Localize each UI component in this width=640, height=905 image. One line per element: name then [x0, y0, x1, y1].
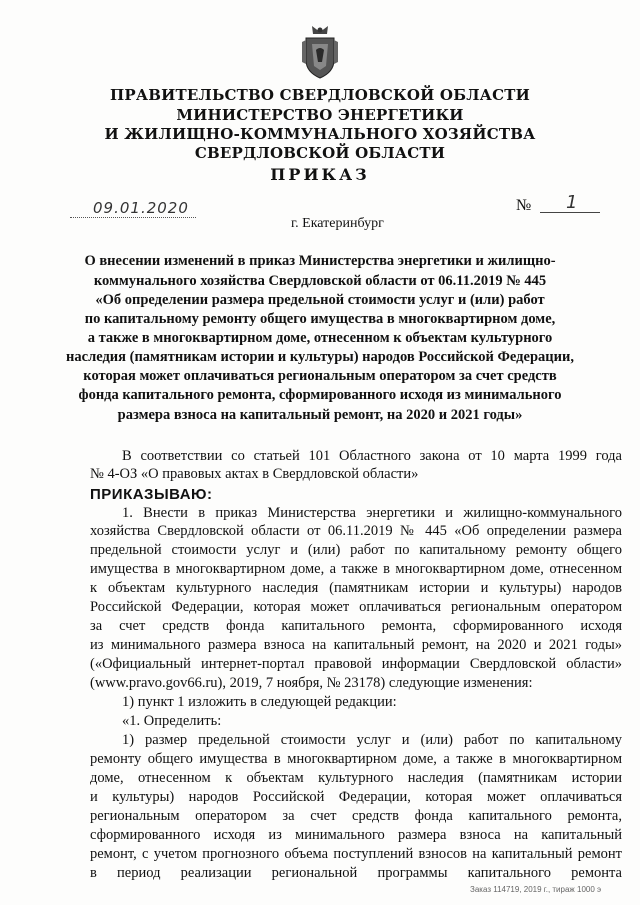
subject-line: по капитальному ремонту общего имущества в многоквартирном доме, — [84, 311, 556, 327]
number-underline — [540, 212, 600, 213]
header-line-ministry: МИНИСТЕРСТВО ЭНЕРГЕТИКИ — [176, 106, 464, 124]
header-line-housing: И ЖИЛИЩНО-КОММУНАЛЬНОГО ХОЗЯЙСТВА — [104, 125, 536, 143]
subject-line: О внесении изменений в приказ Министерства энергетики и жилищно- — [84, 253, 556, 269]
print-footer: Заказ 114719, 2019 г., тираж 1000 э — [470, 885, 602, 894]
body-line: «1. Определить: — [122, 713, 222, 729]
subject-line: наследия (памятникам истории и культуры) народов Российской Федерации, — [66, 349, 574, 365]
subject-line: которая может оплачиваться региональным оператором за счет средств — [83, 368, 557, 384]
order-title: ПРИКАЗ — [270, 165, 370, 184]
body-line: сформированного исходя из минимального размера взноса на капитальный — [90, 827, 622, 843]
body-line: за счет средств фонда капитального ремонта, сформированного исходя — [90, 618, 622, 634]
preamble-line: № 4-ОЗ «О правовых актах в Свердловской области» — [90, 466, 419, 482]
order-number-label: № — [516, 197, 532, 214]
subject-line: фонда капитального ремонта, сформированного исходя из минимального — [78, 387, 562, 403]
body-line: хозяйства Свердловской области от 06.11.2019 № 445 «Об определении размера — [90, 523, 622, 539]
city: г. Екатеринбург — [291, 216, 384, 231]
subject-line: а также в многоквартирном доме, отнесенном к объектам культурного — [87, 330, 553, 346]
order-command: ПРИКАЗЫВАЮ: — [90, 486, 213, 503]
body-line: предельной стоимости услуг и (или) работ по капитальному ремонту общего — [90, 542, 622, 558]
body-line: 1. Внести в приказ Министерства энергетики и жилищно-коммунального — [122, 505, 622, 521]
body-line: региональным оператором за счет средств фонда капитального ремонта, — [90, 808, 622, 824]
body-line: (www.pravo.gov66.ru), 2019, 7 ноября, № 23178) следующие изменения: — [90, 675, 533, 691]
body-line: 1) размер предельной стоимости услуг и (или) работ по капитальному — [122, 732, 622, 748]
coat-of-arms-icon — [300, 22, 340, 82]
body-line: Российской Федерации, которая может оплачиваться региональным оператором — [90, 599, 622, 615]
order-number: 1 — [566, 192, 578, 213]
body-line: из минимального размера взноса на капитальный ремонт, на 2020 и 2021 годы» — [90, 637, 622, 653]
body-line: 1) пункт 1 изложить в следующей редакции: — [122, 694, 397, 710]
body-line: в период реализации региональной программы капитального ремонта — [90, 865, 622, 881]
subject-line: коммунального хозяйства Свердловской области от 06.11.2019 № 445 — [93, 273, 547, 289]
body-line: доме, отнесенном к объектам культурного наследия (памятникам истории — [90, 770, 622, 786]
header-line-government: ПРАВИТЕЛЬСТВО СВЕРДЛОВСКОЙ ОБЛАСТИ — [110, 86, 530, 104]
preamble-line: В соответствии со статьей 101 Областного закона от 10 марта 1999 года — [122, 448, 622, 464]
body-line: ремонту общего имущества в многоквартирном доме, а также в многоквартирном — [90, 751, 622, 767]
body-line: к объектам культурного наследия (памятникам истории и культуры) народов — [90, 580, 622, 596]
body-line: имущества в многоквартирном доме, а также в многоквартирном доме, отнесенном — [90, 561, 622, 577]
subject-line: «Об определении размера предельной стоимости услуг и (или) работ — [95, 292, 545, 308]
body-line: ремонт, с учетом прогнозного объема поступлений взносов на капитальный ремонт — [90, 846, 622, 862]
order-date: 09.01.2020 — [93, 199, 189, 217]
body-line: и культуры) народов Российской Федерации, которая может оплачиваться — [90, 789, 622, 805]
subject-line: размера взноса на капитальный ремонт, на 2020 и 2021 годы» — [117, 407, 523, 423]
body-line: («Официальный интернет-портал правовой информации Свердловской области» — [90, 656, 622, 672]
date-underline — [70, 217, 196, 218]
header-line-region: СВЕРДЛОВСКОЙ ОБЛАСТИ — [194, 144, 446, 162]
